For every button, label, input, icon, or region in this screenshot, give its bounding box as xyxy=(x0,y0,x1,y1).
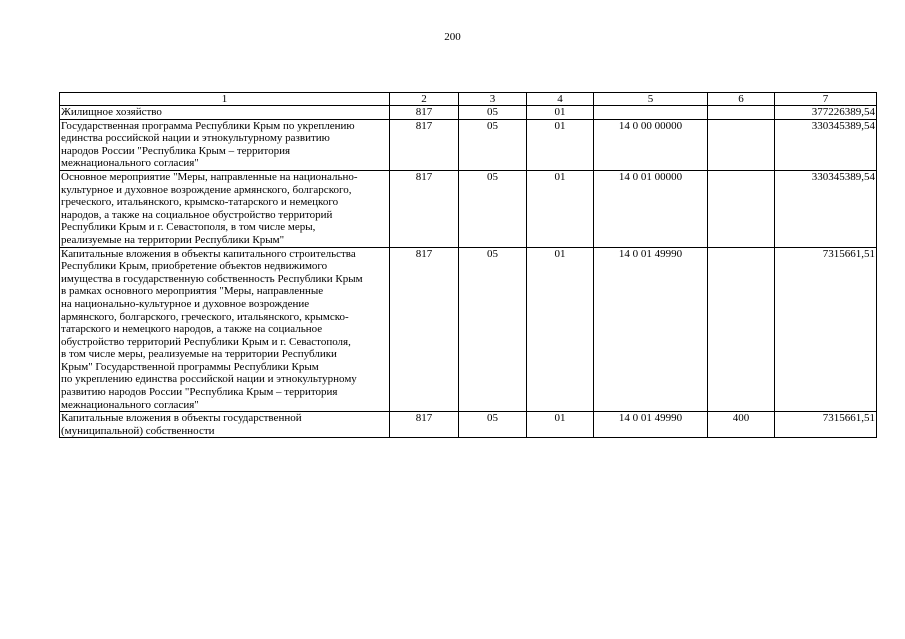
ved-cell: 817 xyxy=(390,170,459,247)
row-name-line: греческого, итальянского, крымско-татарского и немецкого xyxy=(61,196,339,209)
ved-cell: 817 xyxy=(390,412,459,438)
table-row xyxy=(60,170,877,247)
section-cell: 05 xyxy=(459,106,527,120)
row-name-line: в рамках основного мероприятия "Меры, направленные xyxy=(61,285,324,298)
page-number: 200 xyxy=(444,31,461,43)
table-row xyxy=(60,119,877,170)
section-cell: 05 xyxy=(459,247,527,412)
row-name-line: в том числе меры, реализуемые на территории Республики xyxy=(61,348,337,361)
amount-cell: 377226389,54 xyxy=(775,106,877,120)
row-name-cell xyxy=(60,119,390,170)
column-header: 6 xyxy=(708,93,775,106)
row-name-cell xyxy=(60,412,390,438)
table-body xyxy=(60,106,877,438)
row-name-line: Основное мероприятие "Меры, направленные на национально- xyxy=(61,170,358,183)
budget-table xyxy=(59,92,877,438)
subsection-cell: 01 xyxy=(527,119,594,170)
column-header: 7 xyxy=(775,93,877,106)
expense-type-cell xyxy=(708,247,775,412)
row-name-line: обустройство территорий Республики Крым и г. Севастополя, xyxy=(61,335,351,348)
row-name-line: на национально-культурное и духовное возрождение xyxy=(61,297,310,310)
target-article-cell: 14 0 01 49990 xyxy=(594,412,708,438)
ved-cell: 817 xyxy=(390,106,459,120)
row-name-line: татарского и немецкого народов, а также на социальное xyxy=(61,323,323,336)
amount-cell: 7315661,51 xyxy=(775,412,877,438)
subsection-cell: 01 xyxy=(527,247,594,412)
row-name-line: народов, а также на социальное обустройство территорий xyxy=(61,208,333,221)
subsection-cell: 01 xyxy=(527,412,594,438)
ved-cell: 817 xyxy=(390,119,459,170)
amount-cell: 330345389,54 xyxy=(775,170,877,247)
column-header: 5 xyxy=(594,93,708,106)
section-cell: 05 xyxy=(459,412,527,438)
column-header: 2 xyxy=(390,93,459,106)
row-name-line: (муниципальной) собственности xyxy=(61,424,215,437)
ved-cell: 817 xyxy=(390,247,459,412)
row-name-line: культурное и духовное возрождение армянского, болгарского, xyxy=(61,183,352,196)
row-name-line: Крым" Государственной программы Республики Крым xyxy=(61,360,319,373)
row-name-cell xyxy=(60,247,390,412)
row-name-line: межнационального согласия" xyxy=(61,157,199,170)
target-article-cell: 14 0 01 49990 xyxy=(594,247,708,412)
table-header-row xyxy=(60,93,877,106)
target-article-cell xyxy=(594,106,708,120)
row-name-line: межнационального согласия" xyxy=(61,398,199,411)
table-row xyxy=(60,247,877,412)
row-name-line: Капитальные вложения в объекты государственной xyxy=(61,412,302,425)
row-name-line: имущества в государственную собственность Республики Крым xyxy=(61,272,363,285)
row-name-line: народов России "Республика Крым – территория xyxy=(61,144,291,157)
section-cell: 05 xyxy=(459,170,527,247)
row-name-line: развитию народов России "Республика Крым – территория xyxy=(61,386,338,399)
column-header: 3 xyxy=(459,93,527,106)
row-name-cell xyxy=(60,106,390,120)
column-header: 1 xyxy=(60,93,390,106)
expense-type-cell xyxy=(708,119,775,170)
row-name-line: по укреплению единства российской нации и этнокультурному xyxy=(61,373,357,386)
target-article-cell: 14 0 00 00000 xyxy=(594,119,708,170)
row-name-line: армянского, болгарского, греческого, итальянского, крымско- xyxy=(61,310,349,323)
expense-type-cell: 400 xyxy=(708,412,775,438)
subsection-cell: 01 xyxy=(527,106,594,120)
target-article-cell: 14 0 01 00000 xyxy=(594,170,708,247)
row-name-line: Государственная программа Республики Крым по укреплению xyxy=(61,119,355,132)
column-header: 4 xyxy=(527,93,594,106)
row-name-line: единства российской нации и этнокультурному развитию xyxy=(61,132,330,145)
row-name-line: Жилищное хозяйство xyxy=(61,106,162,118)
row-name-line: Капитальные вложения в объекты капитального строительства xyxy=(61,247,356,260)
expense-type-cell xyxy=(708,106,775,120)
amount-cell: 7315661,51 xyxy=(775,247,877,412)
amount-cell: 330345389,54 xyxy=(775,119,877,170)
table-row xyxy=(60,412,877,438)
row-name-line: Республики Крым и г. Севастополя, в том числе меры, xyxy=(61,221,316,234)
row-name-line: реализуемые на территории Республики Крым" xyxy=(61,233,285,246)
row-name-cell xyxy=(60,170,390,247)
section-cell: 05 xyxy=(459,119,527,170)
row-name-line: Республики Крым, приобретение объектов недвижимого xyxy=(61,260,328,273)
expense-type-cell xyxy=(708,170,775,247)
subsection-cell: 01 xyxy=(527,170,594,247)
table-row xyxy=(60,106,877,120)
